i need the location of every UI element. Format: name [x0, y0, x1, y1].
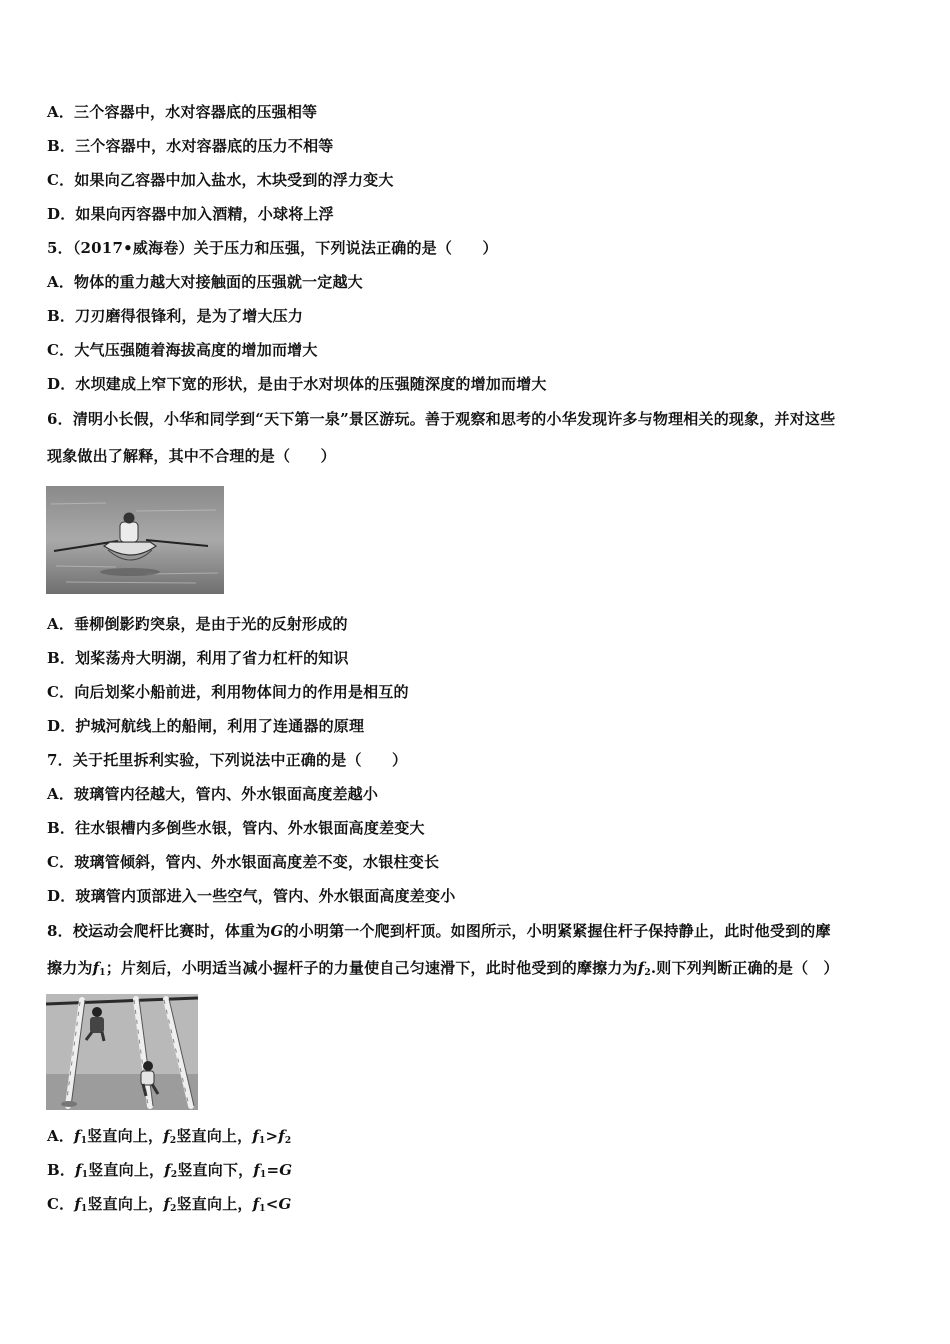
relation-symbol: = [266, 1161, 280, 1179]
q8-stem-part: .则下列判断正确的是（ ） [650, 959, 839, 977]
friction-symbol: f [252, 1127, 259, 1145]
option-text: 竖直向上， [88, 1161, 165, 1179]
option-text: 竖直向下， [177, 1161, 254, 1179]
friction-symbol: f [75, 1161, 82, 1179]
q8-stem-line2 [47, 958, 839, 983]
pole-climbing-photo [46, 994, 198, 1110]
subscript: 1 [80, 1136, 88, 1146]
q7-option-a: A．玻璃管内径越大，管内、外水银面高度差越小 [47, 785, 379, 803]
friction-symbol: f [74, 1127, 81, 1145]
q8-stem-part: 8．校运动会爬杆比赛时，体重为 [47, 922, 271, 940]
subscript: 2 [170, 1204, 177, 1214]
q8-option-b [47, 1160, 292, 1185]
option-label: A． [47, 1127, 75, 1145]
friction-symbol: f [92, 959, 100, 977]
q4-option-c: C．如果向乙容器中加入盐水，木块受到的浮力变大 [47, 171, 394, 189]
q5-option-c: C．大气压强随着海拔高度的增加而增大 [47, 341, 318, 359]
option-text: 竖直向上， [176, 1195, 253, 1213]
subscript: 2 [169, 1136, 177, 1146]
q4-option-a: A．三个容器中，水对容器底的压强相等 [47, 103, 318, 121]
subscript: 1 [259, 1204, 266, 1214]
q5-option-a: A．物体的重力越大对接触面的压强就一定越大 [47, 273, 363, 291]
relation-symbol: > [265, 1127, 279, 1145]
q6-option-b: B．划桨荡舟大明湖，利用了省力杠杆的知识 [47, 649, 349, 667]
subscript: 1 [81, 1170, 89, 1180]
q6-option-a: A．垂柳倒影趵突泉，是由于光的反射形成的 [47, 615, 348, 633]
friction-symbol: f [163, 1127, 170, 1145]
q4-option-b: B．三个容器中，水对容器底的压力不相等 [47, 137, 334, 155]
subscript: 2 [170, 1170, 178, 1180]
friction-symbol: f [164, 1161, 171, 1179]
option-label: C． [47, 1195, 75, 1213]
option-text: 竖直向上， [87, 1195, 164, 1213]
option-text: 竖直向上， [87, 1127, 164, 1145]
subscript: 1 [81, 1204, 88, 1214]
q7-option-b: B．往水银槽内多倒些水银，管内、外水银面高度差变大 [47, 819, 425, 837]
q6-option-d: D．护城河航线上的船闸，利用了连通器的原理 [47, 717, 365, 735]
rowing-boat-photo [46, 486, 224, 594]
weight-symbol: G [278, 1195, 292, 1213]
weight-symbol: G [270, 922, 284, 940]
friction-symbol: f [74, 1195, 81, 1213]
friction-symbol: f [163, 1195, 171, 1213]
q8-stem-part: 的小明第一个爬到杆顶。如图所示，小明紧紧握住杆子保持静止，此时他受到的摩 [283, 922, 831, 940]
friction-symbol: f [637, 959, 645, 977]
q7-option-d: D．玻璃管内顶部进入一些空气，管内、外水银面高度差变小 [47, 887, 456, 905]
option-text: 竖直向上， [176, 1127, 253, 1145]
q6-option-c: C．向后划桨小船前进，利用物体间力的作用是相互的 [47, 683, 409, 701]
q6-stem-line1: 6．清明小长假，小华和同学到“天下第一泉”景区游玩。善于观察和思考的小华发现许多与物理相关的现象，并对这些 [47, 410, 836, 428]
friction-symbol: f [278, 1127, 285, 1145]
q6-stem-line2: 现象做出了解释，其中不合理的是（ ） [47, 447, 336, 465]
subscript: 1 [99, 968, 106, 978]
subscript: 2 [644, 968, 651, 978]
q5-stem: 5．（2017•威海卷）关于压力和压强，下列说法正确的是（ ） [47, 239, 498, 257]
q8-stem-line1 [47, 921, 831, 941]
subscript: 2 [284, 1136, 292, 1146]
weight-symbol: G [279, 1161, 293, 1179]
q4-option-d: D．如果向丙容器中加入酒精，小球将上浮 [47, 205, 334, 223]
q5-option-b: B．刀刃磨得很锋利，是为了增大压力 [47, 307, 304, 325]
relation-symbol: < [265, 1195, 279, 1213]
q8-option-c [47, 1194, 292, 1219]
q8-stem-part: 擦力为 [47, 959, 93, 977]
q7-stem: 7．关于托里拆利实验，下列说法中正确的是（ ） [47, 751, 408, 769]
friction-symbol: f [253, 1161, 261, 1179]
q5-option-d: D．水坝建成上窄下宽的形状，是由于水对坝体的压强随深度的增加而增大 [47, 375, 547, 393]
q8-option-a [47, 1126, 291, 1151]
option-label: B． [47, 1161, 76, 1179]
subscript: 1 [258, 1136, 266, 1146]
subscript: 1 [260, 1170, 267, 1180]
friction-symbol: f [252, 1195, 260, 1213]
q7-option-c: C．玻璃管倾斜，管内、外水银面高度差不变，水银柱变长 [47, 853, 440, 871]
q8-stem-part: ；片刻后，小明适当减小握杆子的力量使自己匀速滑下，此时他受到的摩擦力为 [105, 959, 638, 977]
